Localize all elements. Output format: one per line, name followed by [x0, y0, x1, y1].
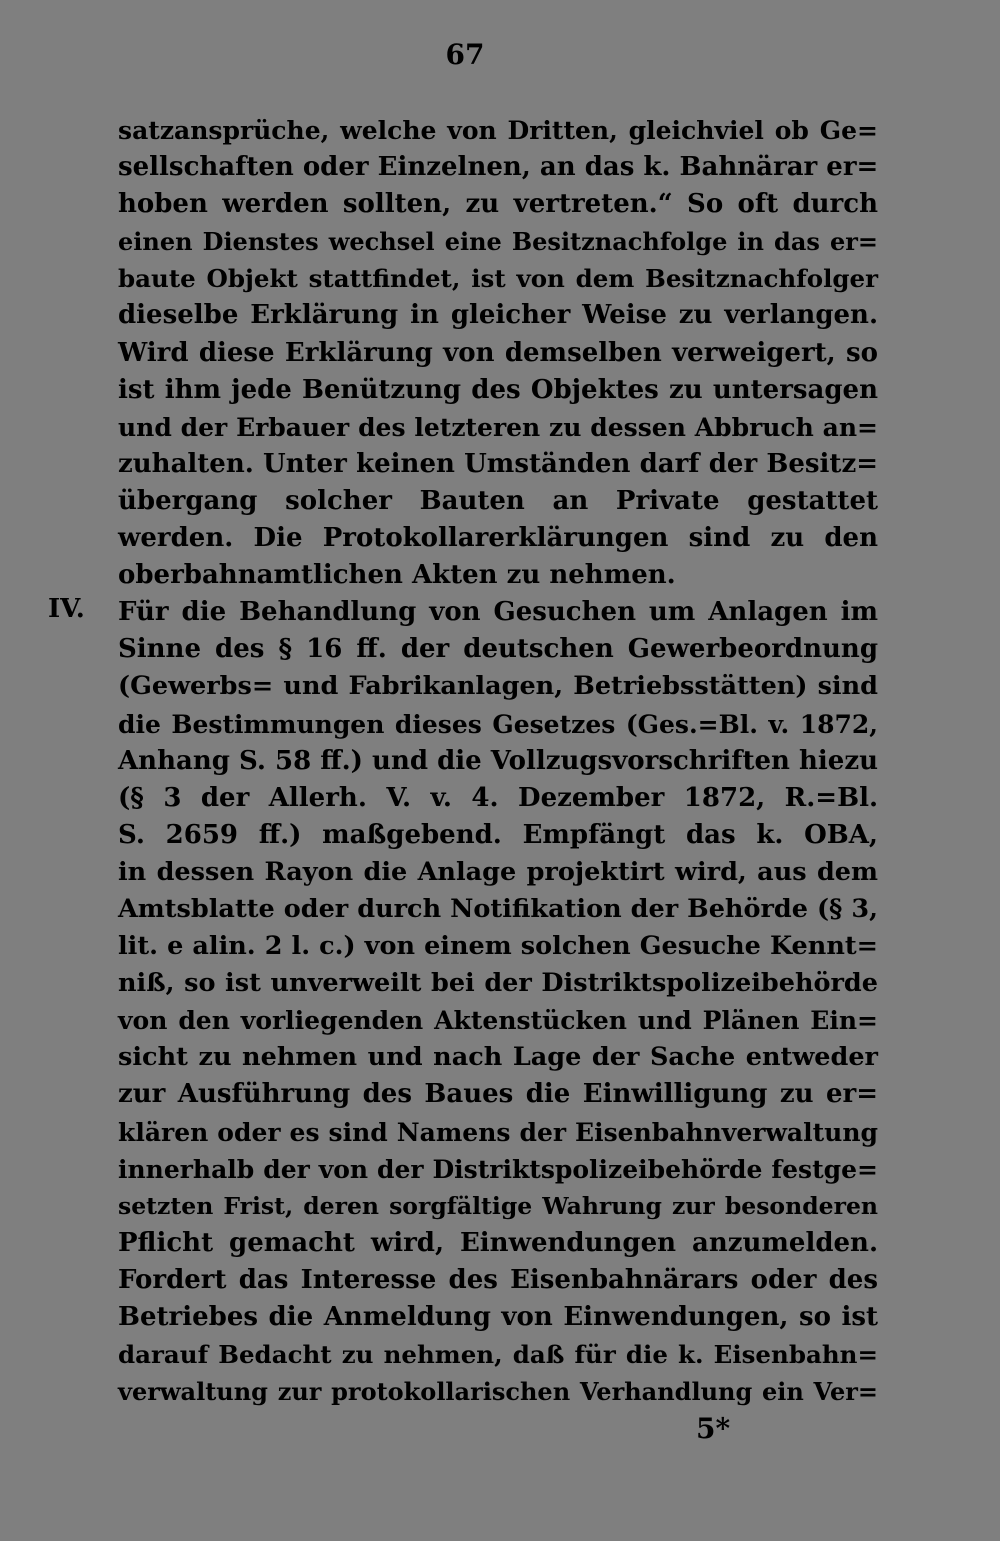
- text-line: Fordert das Interesse des Eisenbahnärars oder des: [118, 1264, 878, 1295]
- text-line: sicht zu nehmen und nach Lage der Sache entweder: [118, 1042, 878, 1073]
- section-iv: [48, 594, 878, 631]
- text-line: baute Objekt stattfindet, ist von dem Besitznachfolger: [118, 264, 878, 294]
- text-line: satzansprüche, welche von Dritten, gleichviel ob Ge=: [118, 116, 878, 145]
- text-line: oberbahnamtlichen Akten zu nehmen.: [118, 560, 676, 591]
- text-line: sellschaften oder Einzelnen, an das k. Bahnärar er=: [118, 152, 879, 183]
- text-line: setzten Frist, deren sorgfältige Wahrung zur besonderen: [118, 1191, 878, 1220]
- text-line: hoben werden sollten, zu vertreten.“ So oft durch: [118, 189, 878, 220]
- text-line: lit. e alin. 2 l. c.) von einem solchen Gesuche Kennt=: [118, 931, 878, 962]
- text-line: von den vorliegenden Aktenstücken und Plänen Ein=: [118, 1006, 878, 1036]
- text-line: Sinne des § 16 ff. der deutschen Gewerbeordnung: [118, 634, 878, 665]
- text-line: Pflicht gemacht wird, Einwendungen anzumelden.: [118, 1227, 878, 1258]
- text-line: zuhalten. Unter keinen Umständen darf der Besitz=: [118, 448, 878, 479]
- text-line: ist ihm jede Benützung des Objektes zu untersagen: [118, 374, 878, 405]
- text-line: (Gewerbs= und Fabrikanlagen, Betriebsstätten) sind: [118, 671, 878, 702]
- text-line: niß, so ist unverweilt bei der Distriktspolizeibehörde: [118, 968, 878, 999]
- text-line: Amtsblatte oder durch Notifikation der Behörde (§ 3,: [118, 893, 878, 924]
- text-line: verwaltung zur protokollarischen Verhandlung ein Ver=: [118, 1377, 878, 1407]
- text-line: Für die Behandlung von Gesuchen um Anlagen im: [118, 597, 878, 628]
- text-line: einen Dienstes wechsel eine Besitznachfolge in das er=: [118, 227, 878, 257]
- signature-mark: 5*: [696, 1412, 731, 1445]
- text-line: innerhalb der von der Distriktspolizeibehörde festge=: [118, 1154, 878, 1184]
- text-line: die Bestimmungen dieses Gesetzes (Ges.=Bl. v. 1872,: [118, 709, 878, 739]
- text-line: Betriebes die Anmeldung von Einwendungen, so ist: [118, 1302, 878, 1332]
- text-line: darauf Bedacht zu nehmen, daß für die k. Eisenbahn=: [118, 1340, 878, 1370]
- text-line: Anhang S. 58 ff.) und die Vollzugsvorschriften hiezu: [118, 745, 878, 776]
- text-line: (§ 3 der Allerh. V. v. 4. Dezember 1872, R.=Bl.: [118, 782, 878, 813]
- text-line: dieselbe Erklärung in gleicher Weise zu verlangen.: [118, 300, 878, 331]
- text-line: werden. Die Protokollarerklärungen sind zu den: [118, 523, 878, 554]
- text-line: in dessen Rayon die Anlage projektirt wird, aus dem: [118, 856, 878, 887]
- text-line: klären oder es sind Namens der Eisenbahnverwaltung: [118, 1117, 878, 1147]
- section-marker: IV.: [48, 594, 85, 625]
- text-line: zur Ausführung des Baues die Einwilligung zu er=: [118, 1079, 878, 1110]
- text-line: S. 2659 ff.) maßgebend. Empfängt das k. OBA,: [118, 819, 878, 850]
- text-line: und der Erbauer des letzteren zu dessen Abbruch an=: [118, 412, 878, 442]
- page-number: 67: [445, 38, 485, 71]
- body-text: [48, 112, 879, 1410]
- text-line: übergang solcher Bauten an Private gestattet: [118, 485, 878, 516]
- text-line: Wird diese Erklärung von demselben verweigert, so: [118, 337, 878, 368]
